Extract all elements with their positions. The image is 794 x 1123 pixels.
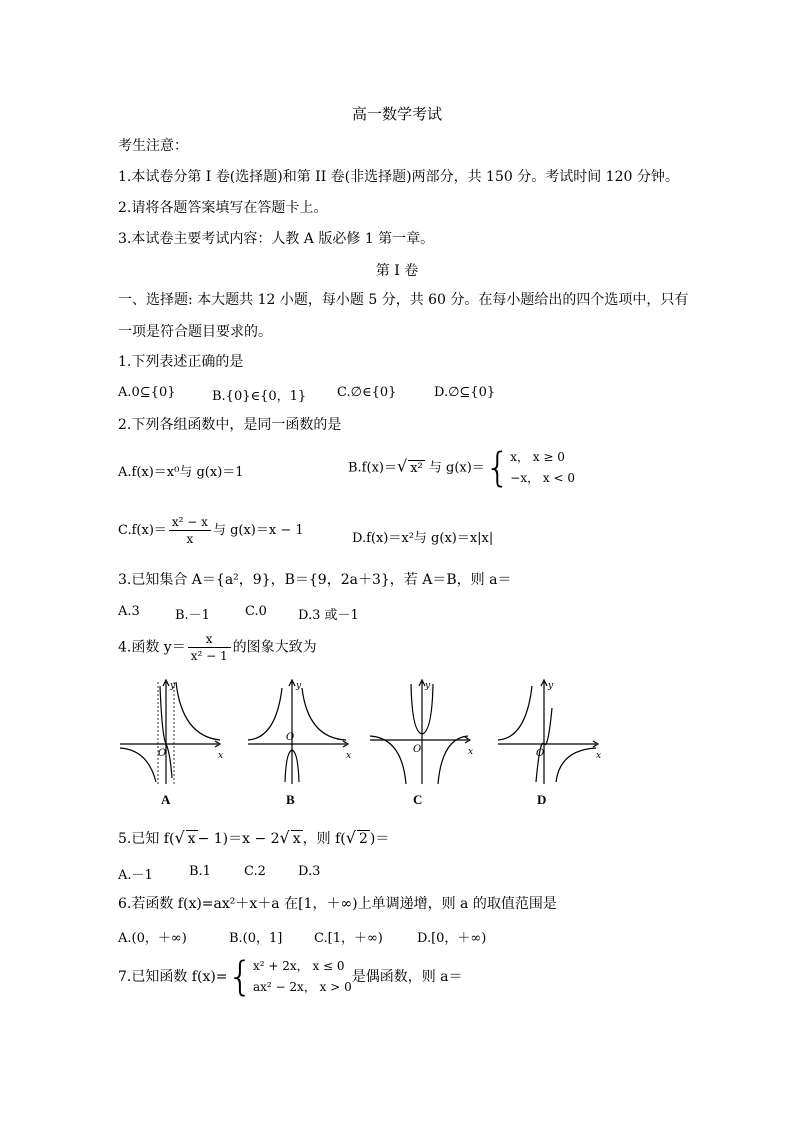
volume-heading: 第 I 卷 xyxy=(375,263,419,279)
q5-radicand-3: 2 xyxy=(358,831,368,847)
q6-option-a: A.(0，＋∞) xyxy=(118,931,187,946)
curve-right xyxy=(302,688,346,740)
q4-suffix: 的图象大致为 xyxy=(232,639,317,656)
origin-label: O xyxy=(158,748,167,759)
q2-c-fraction xyxy=(169,514,211,547)
q2-b-prefix: B.f(x)＝ xyxy=(348,460,397,476)
q5-prefix: 5.已知 f( xyxy=(118,831,175,847)
sqrt-symbol: √ xyxy=(174,828,185,847)
q5-option-c: C.2 xyxy=(244,864,266,879)
x-label: x xyxy=(468,747,474,757)
y-label: y xyxy=(548,681,554,691)
q2-option-c xyxy=(118,514,304,547)
q6-option-c: C.[1，＋∞) xyxy=(314,931,383,946)
origin-label: O xyxy=(413,744,422,755)
curve-left xyxy=(370,736,406,784)
q5-stem xyxy=(118,828,389,848)
q1-option-b: B.{0}∈{0，1} xyxy=(212,389,307,404)
q4-stem xyxy=(118,631,317,664)
q3-option-c: C.0 xyxy=(245,604,267,619)
q4-fraction xyxy=(188,631,231,664)
curve-left xyxy=(120,748,156,782)
curve-right xyxy=(176,682,220,740)
x-label: x xyxy=(218,751,224,761)
q5-suffix: )＝ xyxy=(369,831,390,847)
q2-b-cases xyxy=(510,447,575,489)
q7-suffix: 是偶函数，则 a＝ xyxy=(351,969,463,985)
q1-option-c: C.∅∈{0} xyxy=(337,385,397,400)
left-brace: { xyxy=(227,954,253,1000)
q7-case-1: x² + 2x， x ≤ 0 xyxy=(253,959,345,973)
q3-option-d: D.3 或－1 xyxy=(298,608,359,623)
x-label: x xyxy=(596,751,602,761)
q4-graph-d xyxy=(496,678,606,788)
sqrt-symbol: √ xyxy=(345,828,356,847)
q3-option-a: A.3 xyxy=(118,604,140,619)
q1-stem: 1.下列表述正确的是 xyxy=(118,354,244,370)
origin-label: O xyxy=(536,748,545,759)
q5-option-a: A.－1 xyxy=(118,868,153,883)
y-label: y xyxy=(170,681,176,691)
origin-label: O xyxy=(286,732,295,743)
q4-graph-c xyxy=(368,678,478,788)
q7-stem xyxy=(118,956,463,998)
q6-stem: 6.若函数 f(x)=ax²＋x＋a 在[1，＋∞)上单调递增，则 a 的取值范围是 xyxy=(118,896,557,912)
q2-stem: 2.下列各组函数中，是同一函数的是 xyxy=(118,417,342,433)
q1-option-d: D.∅⊆{0} xyxy=(434,385,496,400)
q5-radicand-2: x xyxy=(292,831,301,847)
section-intro-line-2: 一项是符合题目要求的。 xyxy=(118,324,272,340)
q3-stem: 3.已知集合 A＝{a²，9}，B＝{9，2a＋3}，若 A＝B，则 a＝ xyxy=(118,572,512,588)
q6-option-b: B.(0，1] xyxy=(229,931,283,946)
q2-option-a: A.f(x)＝x⁰与 g(x)＝1 xyxy=(118,465,244,480)
q5-option-b: B.1 xyxy=(189,864,211,879)
notice-item-1: 1.本试卷分第 I 卷(选择题)和第 II 卷(非选择题)两部分，共 150 分。考试时间 120 分钟。 xyxy=(118,169,679,185)
q5-middle-2: ，则 f( xyxy=(302,831,346,847)
q4-graph-c-label: C xyxy=(413,792,423,807)
q4-graph-b xyxy=(246,678,356,788)
notice-heading: 考生注意： xyxy=(118,138,188,154)
q3-option-b: B.－1 xyxy=(175,608,210,623)
curve-right xyxy=(556,748,596,782)
curve-right xyxy=(438,736,468,784)
q4-graph-a-label: A xyxy=(161,792,171,807)
notice-item-2: 2.请将各题答案填写在答题卡上。 xyxy=(118,200,328,216)
left-brace: { xyxy=(484,445,511,491)
q2-option-b xyxy=(348,447,575,489)
q1-option-a: A.0⊆{0} xyxy=(118,385,176,400)
q4-denominator: x² − 1 xyxy=(190,649,228,663)
q4-graph-a xyxy=(118,678,228,788)
section-intro-line-1: 一、选择题: 本大题共 12 小题，每小题 5 分，共 60 分。在每小题给出的四个选项中，只有 xyxy=(118,292,689,308)
q7-prefix: 7.已知函数 f(x)= xyxy=(118,969,228,985)
q2-c-prefix: C.f(x)＝ xyxy=(118,523,167,538)
q2-option-d: D.f(x)＝x²与 g(x)＝x|x| xyxy=(352,531,494,546)
x-label: x xyxy=(346,751,352,761)
q2-b-radicand: x² xyxy=(410,460,423,476)
q4-graph-b-label: B xyxy=(286,792,295,807)
sqrt-symbol: √ xyxy=(279,828,290,847)
q2-b-case-1: x， x ≥ 0 xyxy=(510,450,565,464)
exam-title: 高一数学考试 xyxy=(351,105,442,123)
notice-item-3: 3.本试卷主要考试内容：人教 A 版必修 1 第一章。 xyxy=(118,231,435,247)
q5-radicand-1: x xyxy=(187,831,196,847)
q2-c-numerator: x² − x xyxy=(169,514,211,531)
q2-c-suffix: 与 g(x)＝x − 1 xyxy=(212,523,304,538)
q7-case-2: ax² − 2x， x > 0 xyxy=(253,980,352,994)
q6-option-d: D.[0，＋∞) xyxy=(417,931,487,946)
curve-left xyxy=(248,688,282,740)
q7-cases xyxy=(253,956,352,998)
q4-numerator: x xyxy=(188,631,231,648)
q4-prefix: 4.函数 y＝ xyxy=(118,639,186,656)
q4-graph-d-label: D xyxy=(537,792,547,807)
sqrt-symbol: √ xyxy=(396,456,408,476)
y-label: y xyxy=(425,681,431,691)
q2-c-denominator: x xyxy=(186,532,194,546)
q2-b-case-2: −x， x < 0 xyxy=(510,471,575,485)
q2-b-middle: 与 g(x)＝ xyxy=(428,460,485,476)
q5-middle-1: − 1)＝x − 2 xyxy=(197,831,280,847)
curve-left xyxy=(498,686,532,740)
q5-option-d: D.3 xyxy=(298,864,321,879)
y-label: y xyxy=(296,681,302,691)
